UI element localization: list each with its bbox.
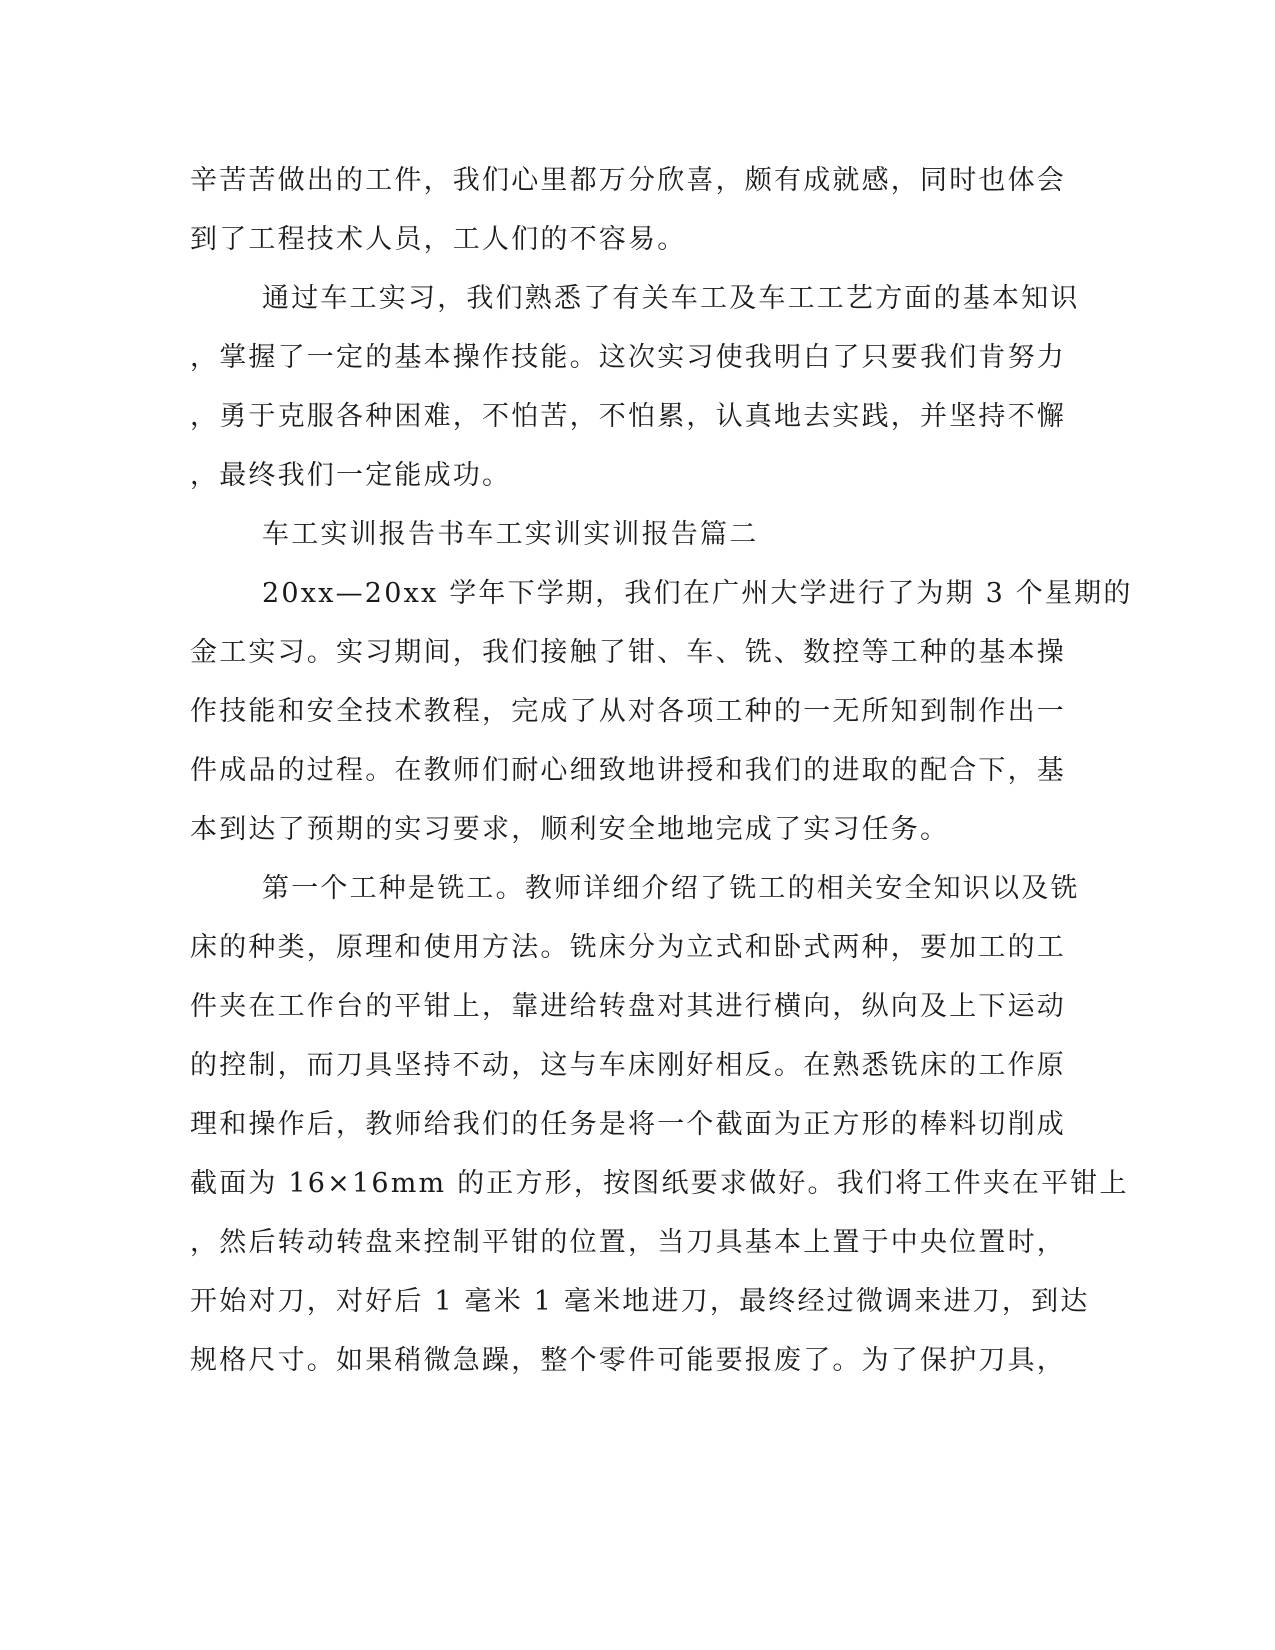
text-line: ，最终我们一定能成功。	[190, 460, 512, 491]
text-line: ，勇于克服各种困难，不怕苦，不怕累，认真地去实践，并坚持不懈	[190, 401, 1066, 432]
text-line: 开始对刀，对好后 1 毫米 1 毫米地进刀，最终经过微调来进刀，到达	[190, 1286, 1090, 1317]
text-line: 规格尺寸。如果稍微急躁，整个零件可能要报废了。为了保护刀具，	[190, 1345, 1066, 1376]
text-line: 截面为 16×16mm 的正方形，按图纸要求做好。我们将工件夹在平钳上	[190, 1168, 1129, 1199]
text-line: 件成品的过程。在教师们耐心细致地讲授和我们的进取的配合下，基	[190, 755, 1066, 786]
text-line: 到了工程技术人员，工人们的不容易。	[190, 224, 687, 255]
text-line: 床的种类，原理和使用方法。铣床分为立式和卧式两种，要加工的工	[190, 932, 1066, 963]
paragraph-start-line: 第一个工种是铣工。教师详细介绍了铣工的相关安全知识以及铣	[262, 873, 1080, 904]
text-line: 的控制，而刀具坚持不动，这与车床刚好相反。在熟悉铣床的工作原	[190, 1050, 1066, 1081]
paragraph-start-line: 通过车工实习，我们熟悉了有关车工及车工工艺方面的基本知识	[262, 283, 1080, 314]
text-line: ，掌握了一定的基本操作技能。这次实习使我明白了只要我们肯努力	[190, 342, 1066, 373]
text-line: ，然后转动转盘来控制平钳的位置，当刀具基本上置于中央位置时，	[190, 1227, 1066, 1258]
text-line: 作技能和安全技术教程，完成了从对各项工种的一无所知到制作出一	[190, 696, 1066, 727]
paragraph-start-line: 20xx—20xx 学年下学期，我们在广州大学进行了为期 3 个星期的	[262, 578, 1133, 609]
text-line: 理和操作后，教师给我们的任务是将一个截面为正方形的棒料切削成	[190, 1109, 1066, 1140]
text-line: 金工实习。实习期间，我们接触了钳、车、铣、数控等工种的基本操	[190, 637, 1066, 668]
section-heading: 车工实训报告书车工实训实训报告篇二	[262, 519, 759, 550]
text-line: 辛苦苦做出的工件，我们心里都万分欣喜，颇有成就感，同时也体会	[190, 165, 1066, 196]
text-line: 本到达了预期的实习要求，顺利安全地地完成了实习任务。	[190, 814, 950, 845]
text-line: 件夹在工作台的平钳上，靠进给转盘对其进行横向，纵向及上下运动	[190, 991, 1066, 1022]
